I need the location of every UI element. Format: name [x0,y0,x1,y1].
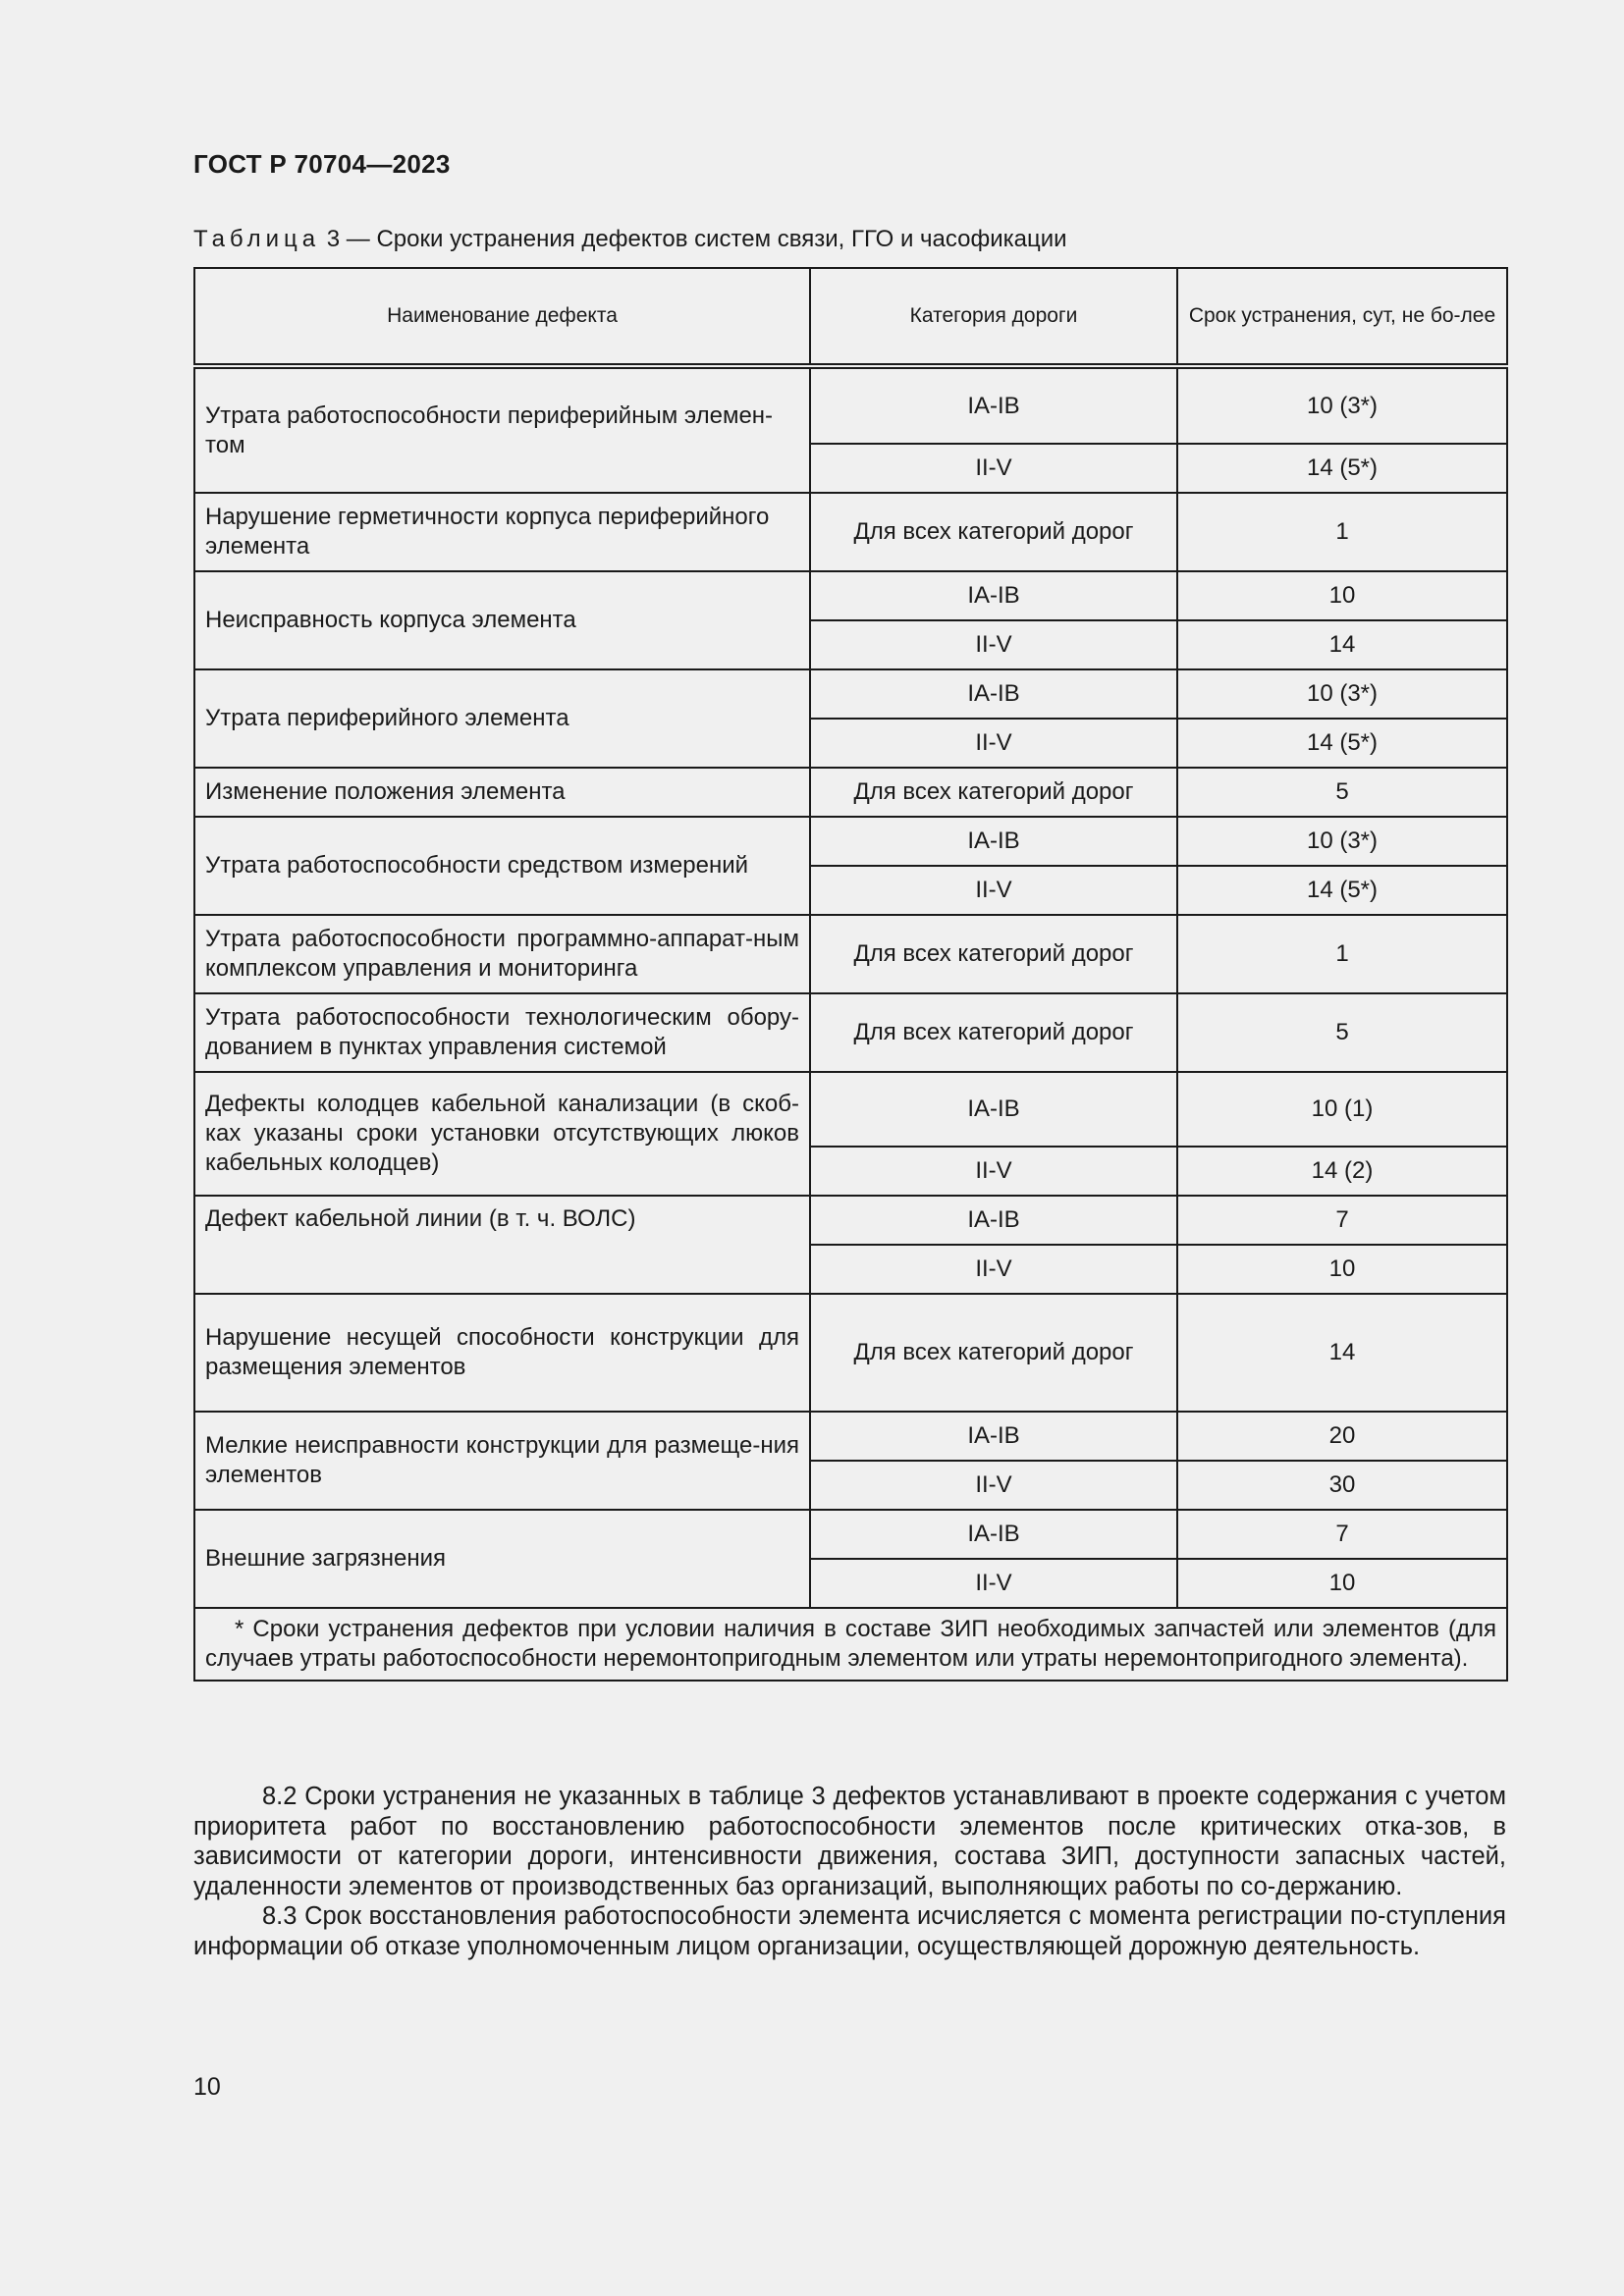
term-cell: 14 (5*) [1177,866,1507,915]
category-cell: IA-IB [810,1072,1177,1147]
category-cell: II-V [810,1245,1177,1294]
defect-cell: Мелкие неисправности конструкции для размеще-ния элементов [194,1412,810,1510]
category-cell: II-V [810,1461,1177,1510]
defect-cell: Внешние загрязнения [194,1510,810,1608]
category-cell: IA-IB [810,817,1177,866]
term-cell: 14 [1177,620,1507,669]
header-fix-term: Срок устранения, сут, не бо-лее [1177,268,1507,366]
defect-cell: Дефекты колодцев кабельной канализации (в скоб-ках указаны сроки установки отсутствующих люков кабельных колодцев) [194,1072,810,1196]
table-header-row [194,268,1507,366]
table-row [194,1510,1507,1559]
category-cell: II-V [810,719,1177,768]
term-cell: 14 (2) [1177,1147,1507,1196]
table-row [194,1412,1507,1461]
category-cell: Для всех категорий дорог [810,768,1177,817]
table-footnote-text: * Сроки устранения дефектов при условии наличия в составе ЗИП необходимых запчастей или элементов (для случаев утраты работоспособности неремонтопригодным элементом или утраты неремонтопригодного элемента). [205,1616,1496,1672]
term-cell: 5 [1177,993,1507,1072]
table-footnote-row [194,1608,1507,1681]
table-row [194,915,1507,993]
defect-cell: Утрата работоспособности средством измерений [194,817,810,915]
header-defect-name: Наименование дефекта [194,268,810,366]
header-road-category: Категория дороги [810,268,1177,366]
defect-cell: Утрата работоспособности технологическим обору-дованием в пунктах управления системой [194,993,810,1072]
table-caption-title: 3 — Сроки устранения дефектов систем связи, ГГО и часофикации [320,226,1067,252]
table-row [194,993,1507,1072]
defect-cell: Утрата работоспособности периферийным элемен-том [194,366,810,493]
term-cell: 20 [1177,1412,1507,1461]
table-row [194,493,1507,571]
table-footnote [194,1608,1507,1681]
paragraph-8-2: 8.2 Сроки устранения не указанных в таблице 3 дефектов устанавливают в проекте содержания с учетом приоритета работ по восстановлению работоспособности элементов после критических отка-зов, в зависимости от категории дороги, интенсивности движения, состава ЗИП, доступности запасных частей, удаленности элементов от производственных баз организаций, выполняющих работы по со-держанию. [193,1783,1506,1900]
category-cell: II-V [810,866,1177,915]
defects-table [193,267,1508,1682]
table-row [194,366,1507,444]
term-cell: 30 [1177,1461,1507,1510]
term-cell: 5 [1177,768,1507,817]
term-cell: 10 [1177,1245,1507,1294]
category-cell: IA-IB [810,1412,1177,1461]
table-row [194,1072,1507,1147]
term-cell: 10 (1) [1177,1072,1507,1147]
category-cell: II-V [810,620,1177,669]
table-row [194,817,1507,866]
defect-cell: Утрата работоспособности программно-аппарат-ным комплексом управления и мониторинга [194,915,810,993]
term-cell: 1 [1177,493,1507,571]
table-row [194,768,1507,817]
category-cell: Для всех категорий дорог [810,493,1177,571]
category-cell: Для всех категорий дорог [810,1294,1177,1412]
term-cell: 10 (3*) [1177,669,1507,719]
defect-cell: Нарушение несущей способности конструкции для размещения элементов [194,1294,810,1412]
defect-cell: Нарушение герметичности корпуса периферийного элемента [194,493,810,571]
defect-cell: Изменение положения элемента [194,768,810,817]
category-cell: IA-IB [810,669,1177,719]
term-cell: 7 [1177,1196,1507,1245]
paragraph-8-3: 8.3 Срок восстановления работоспособности элемента исчисляется с момента регистрации по-ступления информации об отказе уполномоченным лицом организации, осуществляющей дорожную деятельность. [193,1902,1506,1960]
category-cell: Для всех категорий дорог [810,993,1177,1072]
table-row [194,1196,1507,1245]
category-cell: IA-IB [810,366,1177,444]
category-cell: IA-IB [810,571,1177,620]
table-row [194,669,1507,719]
term-cell: 14 (5*) [1177,719,1507,768]
category-cell: II-V [810,444,1177,493]
document-header: ГОСТ Р 70704—2023 [193,149,451,179]
defect-cell: Утрата периферийного элемента [194,669,810,768]
term-cell: 7 [1177,1510,1507,1559]
table-caption [193,226,1067,253]
page-number: 10 [193,2073,221,2101]
term-cell: 10 [1177,1559,1507,1608]
defect-cell: Неисправность корпуса элемента [194,571,810,669]
table-row [194,1294,1507,1412]
term-cell: 10 (3*) [1177,817,1507,866]
category-cell: II-V [810,1147,1177,1196]
category-cell: II-V [810,1559,1177,1608]
term-cell: 10 (3*) [1177,366,1507,444]
category-cell: IA-IB [810,1196,1177,1245]
table-row [194,571,1507,620]
term-cell: 10 [1177,571,1507,620]
category-cell: Для всех категорий дорог [810,915,1177,993]
body-text [193,1782,1506,1961]
term-cell: 1 [1177,915,1507,993]
table-caption-label: Таблица [193,226,321,252]
term-cell: 14 [1177,1294,1507,1412]
category-cell: IA-IB [810,1510,1177,1559]
term-cell: 14 (5*) [1177,444,1507,493]
defect-cell: Дефект кабельной линии (в т. ч. ВОЛС) [194,1196,810,1294]
